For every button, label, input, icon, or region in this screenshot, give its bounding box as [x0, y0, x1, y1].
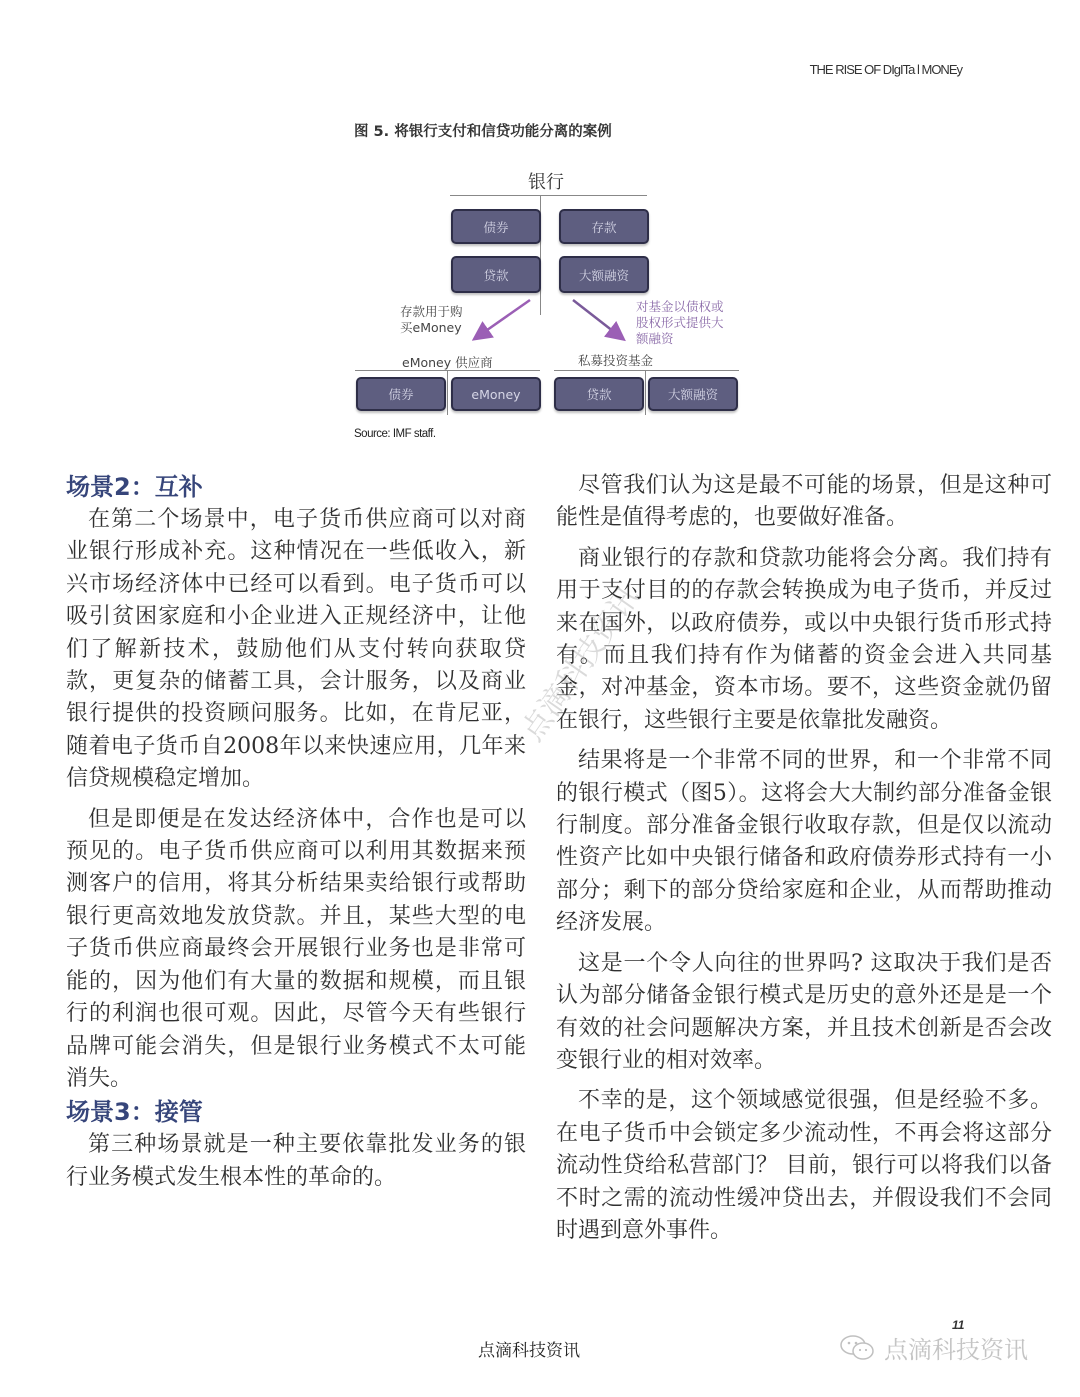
bank-box-loans: 贷款 — [451, 256, 541, 293]
bank-label: 银行 — [528, 172, 564, 193]
figure-title: 图 5. 将银行支付和信贷功能分离的案例 — [354, 124, 612, 140]
bank-box-wholesale-funding: 大额融资 — [559, 256, 649, 293]
right-arrow-label-1: 对基金以债权或 — [636, 299, 724, 314]
right-arrow-label-3: 额融资 — [636, 331, 674, 346]
figure-source: Source: IMF staff. — [354, 428, 436, 440]
left-arrow-label-2: 买eMoney — [400, 320, 462, 335]
footer-source-name: 点滴科技资讯 — [478, 1341, 580, 1361]
emoney-provider-label: eMoney 供应商 — [402, 355, 493, 370]
diagonal-watermark: 点滴科技资讯 — [514, 580, 647, 748]
fund-divider-h — [554, 370, 739, 371]
right-paragraph-1: 尽管我们认为这是最不可能的场景，但是这种可能性是值得考虑的，也要做好准备。 — [556, 473, 1052, 531]
emoney-box-bonds: 债券 — [356, 377, 446, 411]
arrow-to-private-fund — [573, 300, 618, 335]
left-column — [66, 470, 526, 1194]
bank-box-bonds: 债券 — [451, 209, 541, 244]
bank-box-deposits: 存款 — [559, 209, 649, 244]
left-paragraph-1: 在第二个场景中，电子货币供应商可以对商业银行形成补充。这种情况在一些低收入，新兴市场经济体中已经可以看到。电子货币可以吸引贫困家庭和小企业进入正规经济中，让他们了解新技术，鼓励他们从支付转向获取贷款，更复杂的储蓄工具，会计服务，以及商业银行提供的投资顾问服务。比如，在肯尼亚，随着电子货币自2008年以来快速应用，几年来信贷规模稳定增加。 — [66, 507, 526, 792]
emoney-divider-v — [447, 370, 448, 415]
fund-box-wholesale-funding: 大额融资 — [648, 377, 738, 411]
wechat-icon — [838, 1333, 878, 1363]
figure-diagram — [340, 160, 760, 450]
emoney-box-emoney: eMoney — [451, 377, 541, 411]
right-paragraph-2: 商业银行的存款和贷款功能将会分离。我们持有用于支付目的的存款会转换成为电子货币，并反过来在国外，以政府债券，或以中央银行货币形式持有。而且我们持有作为储蓄的资金会进入共同基金，对冲基金，资本市场。要不，这些资金就仍留在银行，这些银行主要是依靠批发融资。 — [556, 545, 1052, 733]
fund-box-loans: 贷款 — [554, 377, 644, 411]
heading-scenario-2: 场景2：互补 — [66, 473, 203, 501]
page-number: 11 — [952, 1318, 965, 1332]
right-paragraph-5: 不幸的是，这个领域感觉很强，但是经验不多。在电子货币中会锁定多少流动性，不再会将这部分流动性贷给私营部门？ 目前，银行可以将我们以备不时之需的流动性缓冲贷出去，并假设我们不会同时遇到意外事件。 — [556, 1088, 1052, 1243]
left-paragraph-2: 但是即便是在发达经济体中，合作也是可以预见的。电子货币供应商可以利用其数据来预测客户的信用，将其分析结果卖给银行或帮助银行更高效地发放贷款。并且，某些大型的电子货币供应商最终会开展银行业务也是非常可能的，因为他们有大量的数据和规模，而且银行的利润也很可观。因此，尽管今天有些银行品牌可能会消失，但是银行业务模式不太可能消失。 — [66, 806, 526, 1091]
arrow-to-emoney-provider — [480, 300, 530, 335]
running-header: THE RISE OF DIgITa l MONEy — [809, 62, 962, 77]
heading-scenario-3: 场景3：接管 — [66, 1098, 203, 1127]
right-column — [556, 470, 1052, 1247]
right-paragraph-4: 这是一个令人向往的世界吗? 这取决于我们是否认为部分储备金银行模式是历史的意外还是是一个有效的社会问题解决方案，并且技术创新是否会改变银行业的相对效率。 — [556, 950, 1052, 1073]
left-arrow-label-1: 存款用于购 — [400, 304, 463, 319]
fund-divider-v — [645, 370, 646, 415]
left-paragraph-3: 第三种场景就是一种主要依靠批发业务的银行业务模式发生根本性的革命的。 — [66, 1132, 526, 1190]
right-paragraph-3: 结果将是一个非常不同的世界，和一个非常不同的银行模式（图5）。这将会大大制约部分准备金银行制度。部分准备金银行收取存款，但是仅以流动性资产比如中央银行储备和政府债券形式持有一小部分；剩下的部分贷给家庭和企业，从而帮助推动经济发展。 — [556, 748, 1052, 936]
watermark-brand-text: 点滴科技资讯 — [884, 1336, 1028, 1364]
wechat-watermark — [838, 1330, 1028, 1365]
private-fund-label: 私募投资基金 — [578, 353, 654, 368]
right-arrow-label-2: 股权形式提供大 — [636, 315, 724, 330]
